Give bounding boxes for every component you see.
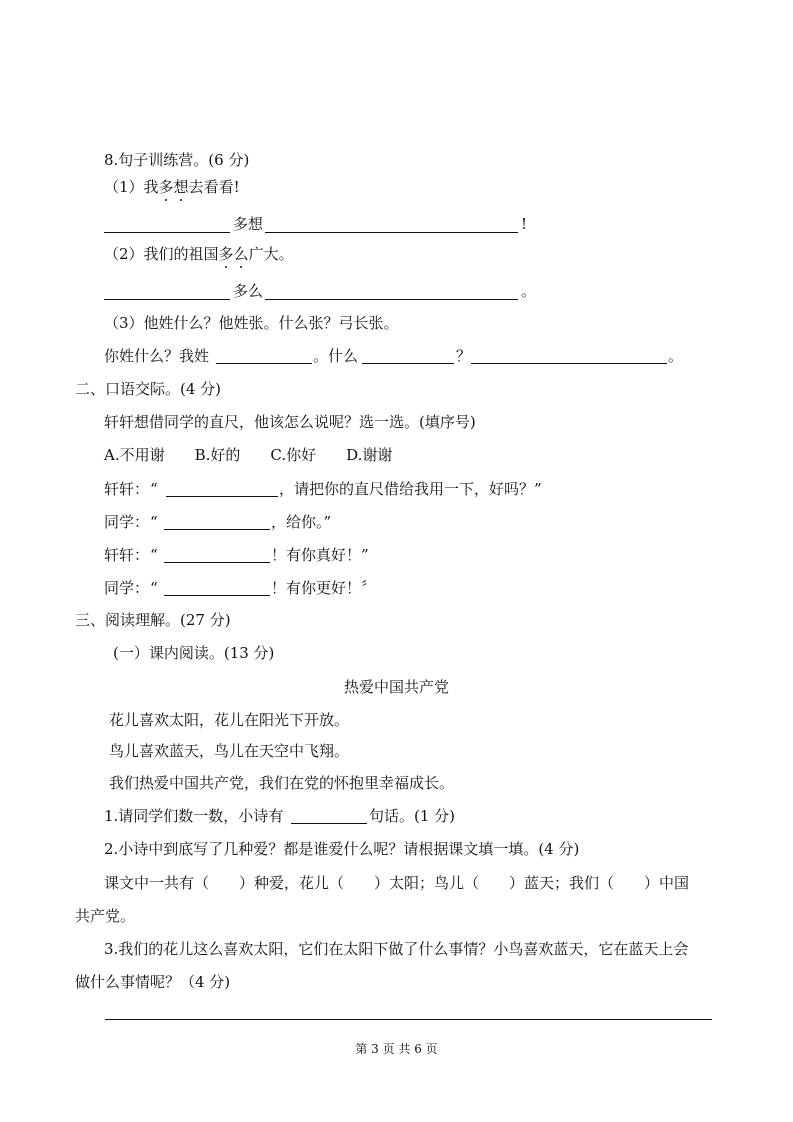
q8-s3-end: 。 (668, 347, 684, 365)
q8-s1-dotted-1: 多 (158, 178, 174, 196)
q8-sentence-3: （3）他姓什么？他姓张。什么张？弓长张。 (104, 314, 399, 332)
section3-sub1: (一）课内阅读。(13 分) (113, 644, 275, 662)
section3-title: 三、阅读理解。(27 分) (75, 611, 231, 629)
q1-b: 句话。(1 分) (369, 807, 456, 825)
q8-s2-answer-end: 。 (521, 282, 537, 300)
q8-s2-dotted-2: 么 (233, 245, 249, 263)
q8-s1-dotted-2: 想 (173, 178, 189, 196)
dialogue-4-open: “ (150, 579, 158, 597)
q1-a: 1.请同学们数一数，小诗有 (104, 807, 284, 825)
q3-line-1: 3.我们的花儿这么喜欢太阳，它们在太阳下做了什么事情？小鸟喜欢蓝天，它在蓝天上会 (104, 940, 689, 958)
q8-s2-suffix: 广大。 (248, 245, 294, 263)
page-footer: 第 3 页 共 6 页 (355, 1042, 438, 1056)
q8-s3-blank-2[interactable] (362, 363, 454, 364)
dialogue-1-blank[interactable] (166, 496, 278, 497)
q8-s2-blank-2[interactable] (265, 299, 518, 300)
dialogue-3-blank[interactable] (164, 562, 270, 563)
dialogue-1-open: “ (150, 480, 158, 498)
q8-s3-a: 你姓什么？我姓 (104, 347, 210, 365)
poem-line-3: 我们热爱中国共产党，我们在党的怀抱里幸福成长。 (109, 774, 455, 792)
q8-s3-blank-3[interactable] (471, 363, 667, 364)
dialogue-4-blank[interactable] (164, 595, 270, 596)
q8-s1-blank-2[interactable] (265, 232, 518, 233)
q8-s2-prefix: （2）我们的祖国 (104, 245, 219, 263)
q8-s1-answer-end: ! (521, 215, 528, 233)
q2-fill: 课文中一共有（ ）种爱，花儿（ ）太阳；鸟儿（ ）蓝天；我们（ ）中国 (104, 874, 690, 892)
dialogue-2-open: “ (150, 513, 158, 531)
dialogue-2-speaker: 同学： (104, 513, 150, 531)
q8-s2-dotted-1: 多 (218, 245, 234, 263)
q8-s1-prefix: （1）我 (104, 178, 159, 196)
q3-answer-line[interactable] (105, 1019, 712, 1020)
dialogue-3-rest: ！有你真好！” (271, 546, 369, 564)
dialogue-3-speaker: 轩轩： (104, 546, 150, 564)
section2-title: 二、口语交际。(4 分) (75, 380, 222, 398)
q8-s2-answer-word: 多么 (233, 282, 264, 300)
section2-prompt: 轩轩想借同学的直尺，他该怎么说呢？选一选。(填序号) (104, 413, 476, 431)
q8-s1-blank-1[interactable] (104, 232, 230, 233)
q8-s3-b: 。什么 (313, 347, 359, 365)
q1-blank[interactable] (291, 823, 367, 824)
q2: 2.小诗中到底写了几种爱？都是谁爱什么呢？请根据课文填一填。(4 分) (104, 840, 580, 858)
dialogue-4-rest: ！有你更好！〞 (271, 579, 377, 597)
q8-sentence-2 (104, 244, 294, 264)
q8-s1-answer-word: 多想 (233, 215, 264, 233)
section2-options: A.不用谢 B.好的 C.你好 D.谢谢 (104, 446, 393, 464)
q8-s2-blank-1[interactable] (104, 299, 230, 300)
dialogue-1-speaker: 轩轩： (104, 480, 150, 498)
q3-line-2: 做什么事情呢？（4 分) (75, 973, 231, 991)
q8-title: 8.句子训练营。(6 分) (104, 151, 250, 169)
poem-line-2: 鸟儿喜欢蓝天，鸟儿在天空中飞翔。 (109, 742, 350, 760)
q8-s3-blank-1[interactable] (216, 363, 312, 364)
dialogue-2-rest: ，给你。” (271, 513, 332, 531)
q8-sentence-1 (104, 177, 240, 197)
q8-s3-c: ？ (456, 347, 472, 365)
dialogue-2-blank[interactable] (164, 529, 270, 530)
q2-fill-end: 共产党。 (75, 907, 136, 925)
poem-line-1: 花儿喜欢太阳，花儿在阳光下开放。 (109, 711, 350, 729)
q8-s1-suffix: 去看看! (188, 178, 240, 196)
poem-title: 热爱中国共产党 (343, 678, 449, 696)
dialogue-4-speaker: 同学： (104, 579, 150, 597)
dialogue-1-rest: ，请把你的直尺借给我用一下，好吗？” (279, 480, 542, 498)
dialogue-3-open: “ (150, 546, 158, 564)
